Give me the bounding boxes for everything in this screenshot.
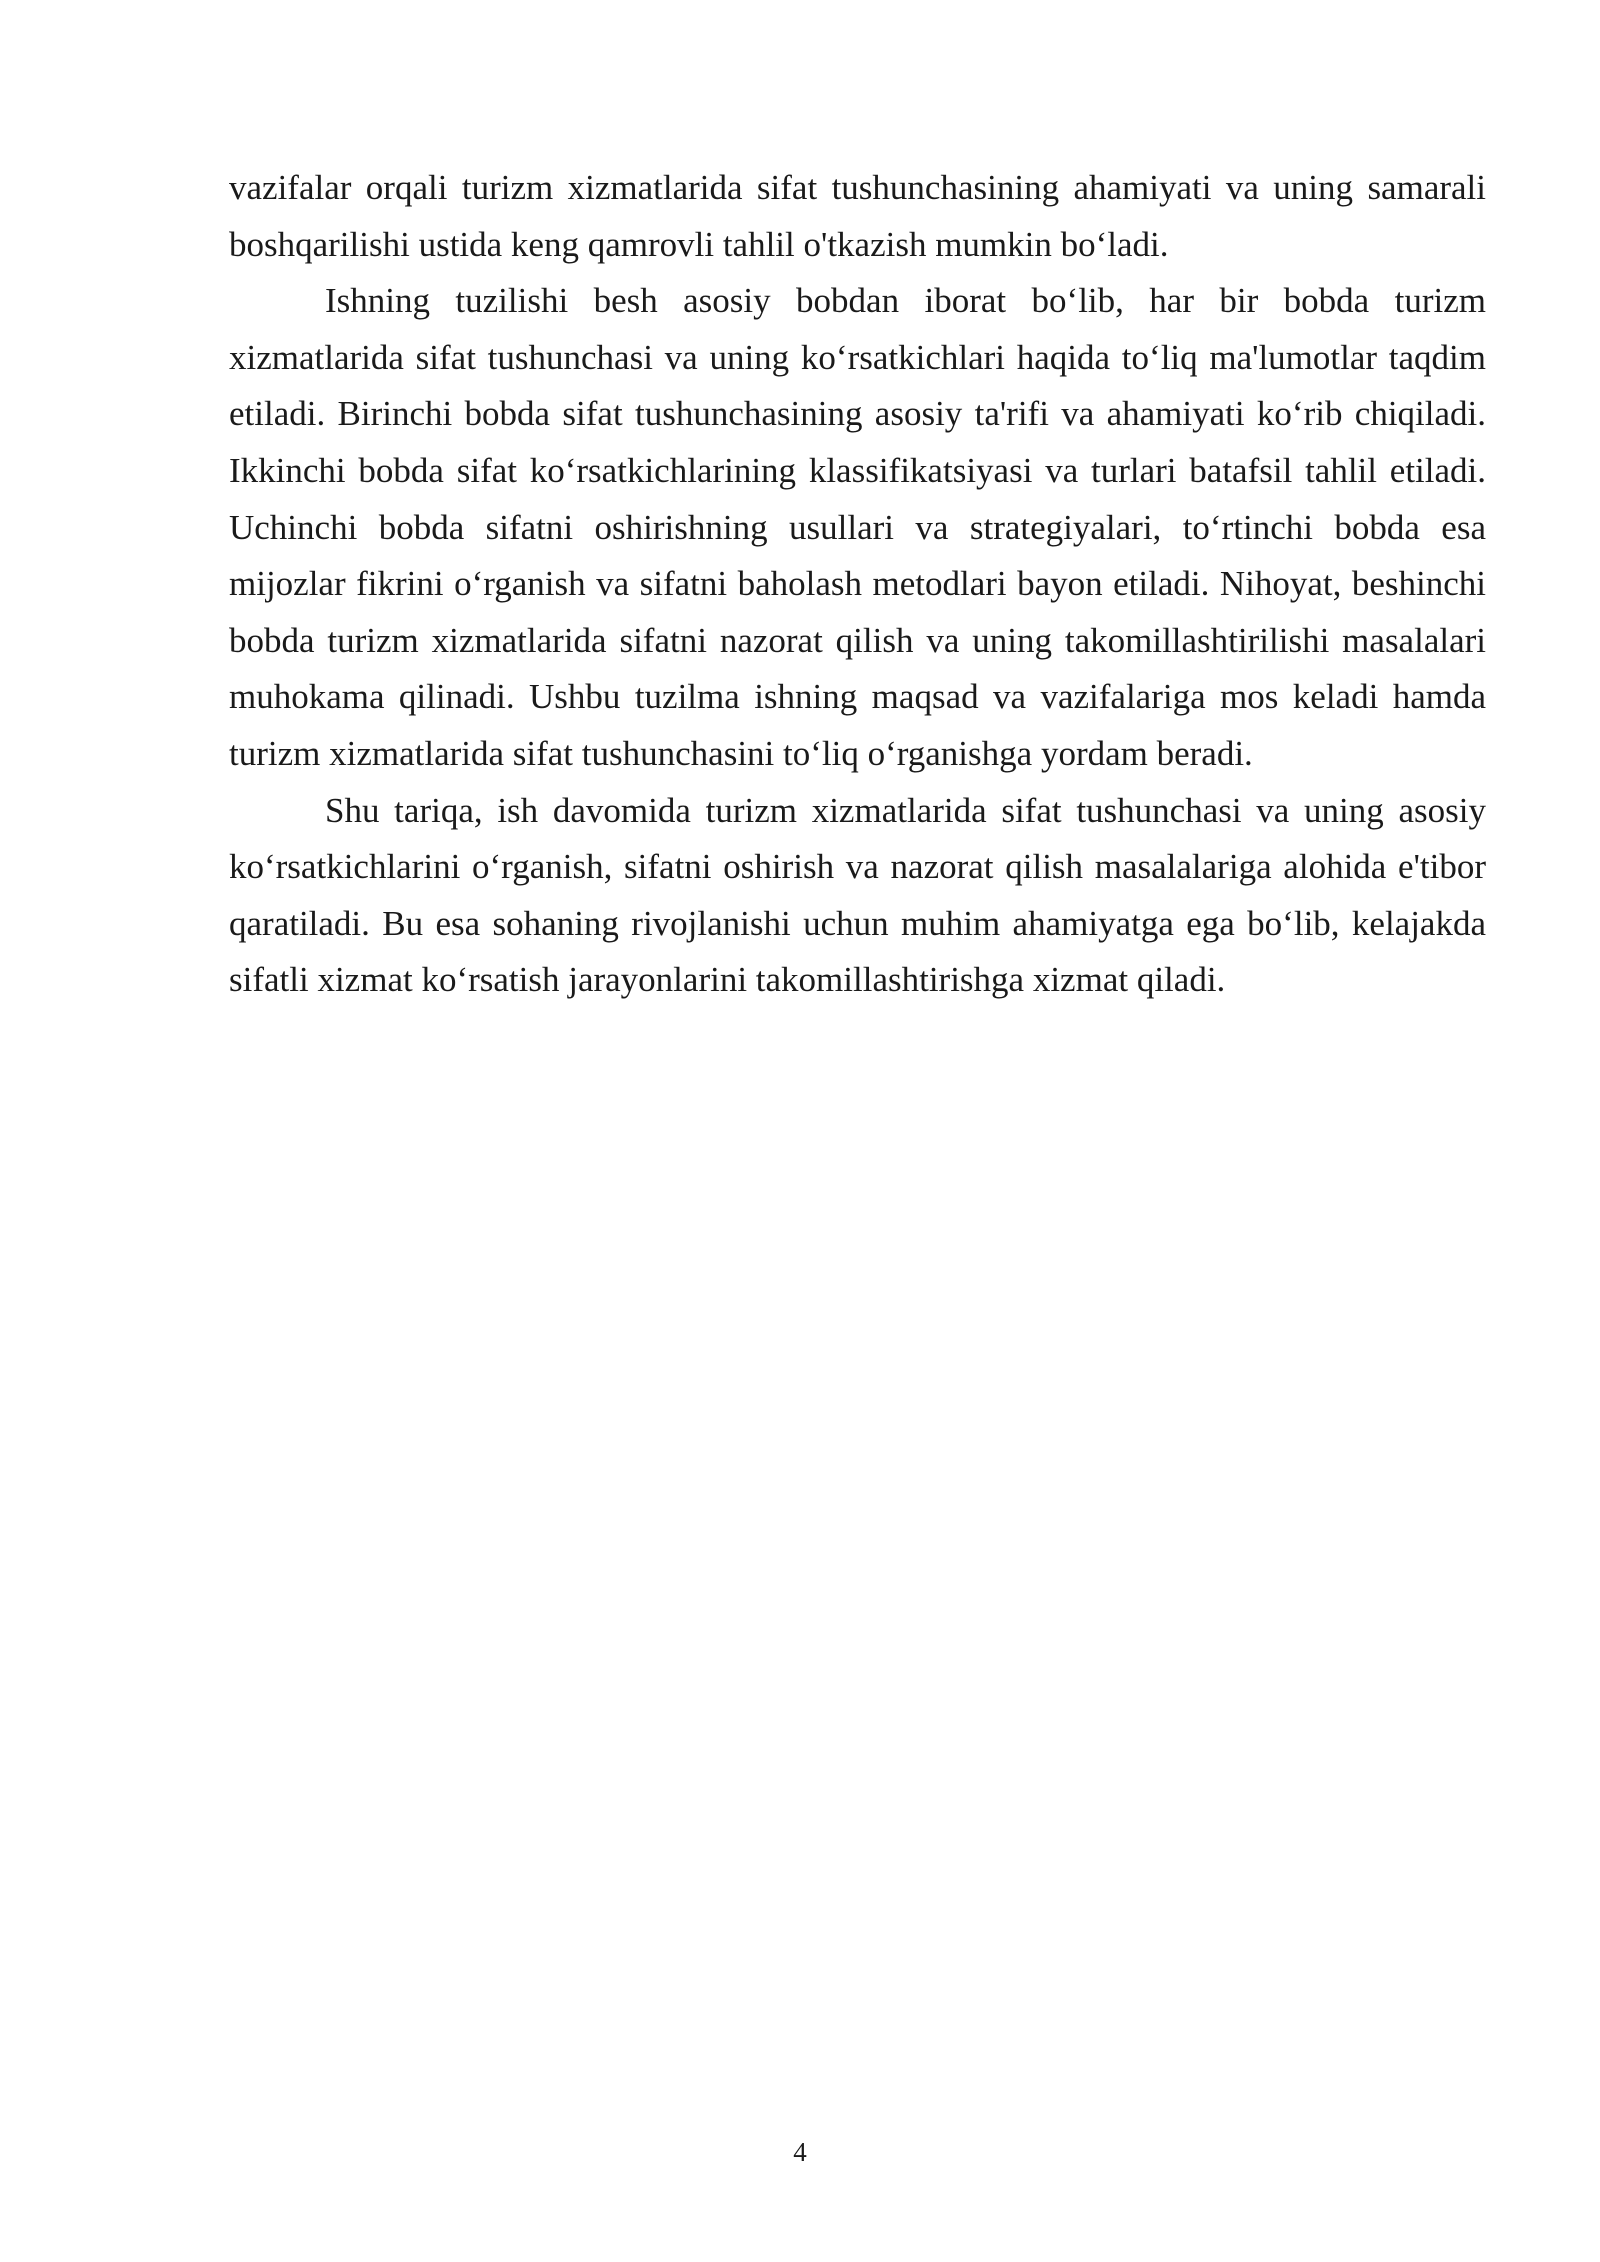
page-number: 4 <box>793 2137 807 2167</box>
paragraph-2: Ishning tuzilishi besh asosiy bobdan iborat bo‘lib, har bir bobda turizm xizmatlarida sifat tushunchasi va uning ko‘rsatkichlari haqida to‘liq ma'lumotlar taqdim etiladi. Birinchi bobda sifat tushunchasining asosiy ta'rifi va ahamiyati ko‘rib chiqiladi. Ikkinchi bobda sifat ko‘rsatkichlarining klassifikatsiyasi va turlari batafsil tahlil etiladi. Uchinchi bobda sifatni oshirishning usullari va strategiyalari, to‘rtinchi bobda esa mijozlar fikrini o‘rganish va sifatni baholash metodlari bayon etiladi. Nihoyat, beshinchi bobda turizm xizmatlarida sifatni nazorat qilish va uning takomillashtirilishi masalalari muhokama qilinadi. Ushbu tuzilma ishning maqsad va vazifalariga mos keladi hamda turizm xizmatlarida sifat tushunchasini to‘liq o‘rganishga yordam beradi. <box>229 281 1486 773</box>
document-body <box>229 160 1486 1009</box>
paragraph-1: vazifalar orqali turizm xizmatlarida sifat tushunchasining ahamiyati va uning samarali boshqarilishi ustida keng qamrovli tahlil o'tkazish mumkin bo‘ladi. <box>229 168 1486 264</box>
paragraph-3: Shu tariqa, ish davomida turizm xizmatlarida sifat tushunchasi va uning asosiy ko‘rsatkichlarini o‘rganish, sifatni oshirish va nazorat qilish masalalariga alohida e'tibor qaratiladi. Bu esa sohaning rivojlanishi uchun muhim ahamiyatga ega bo‘lib, kelajakda sifatli xizmat ko‘rsatish jarayonlarini takomillashtirishga xizmat qiladi. <box>229 790 1486 1000</box>
